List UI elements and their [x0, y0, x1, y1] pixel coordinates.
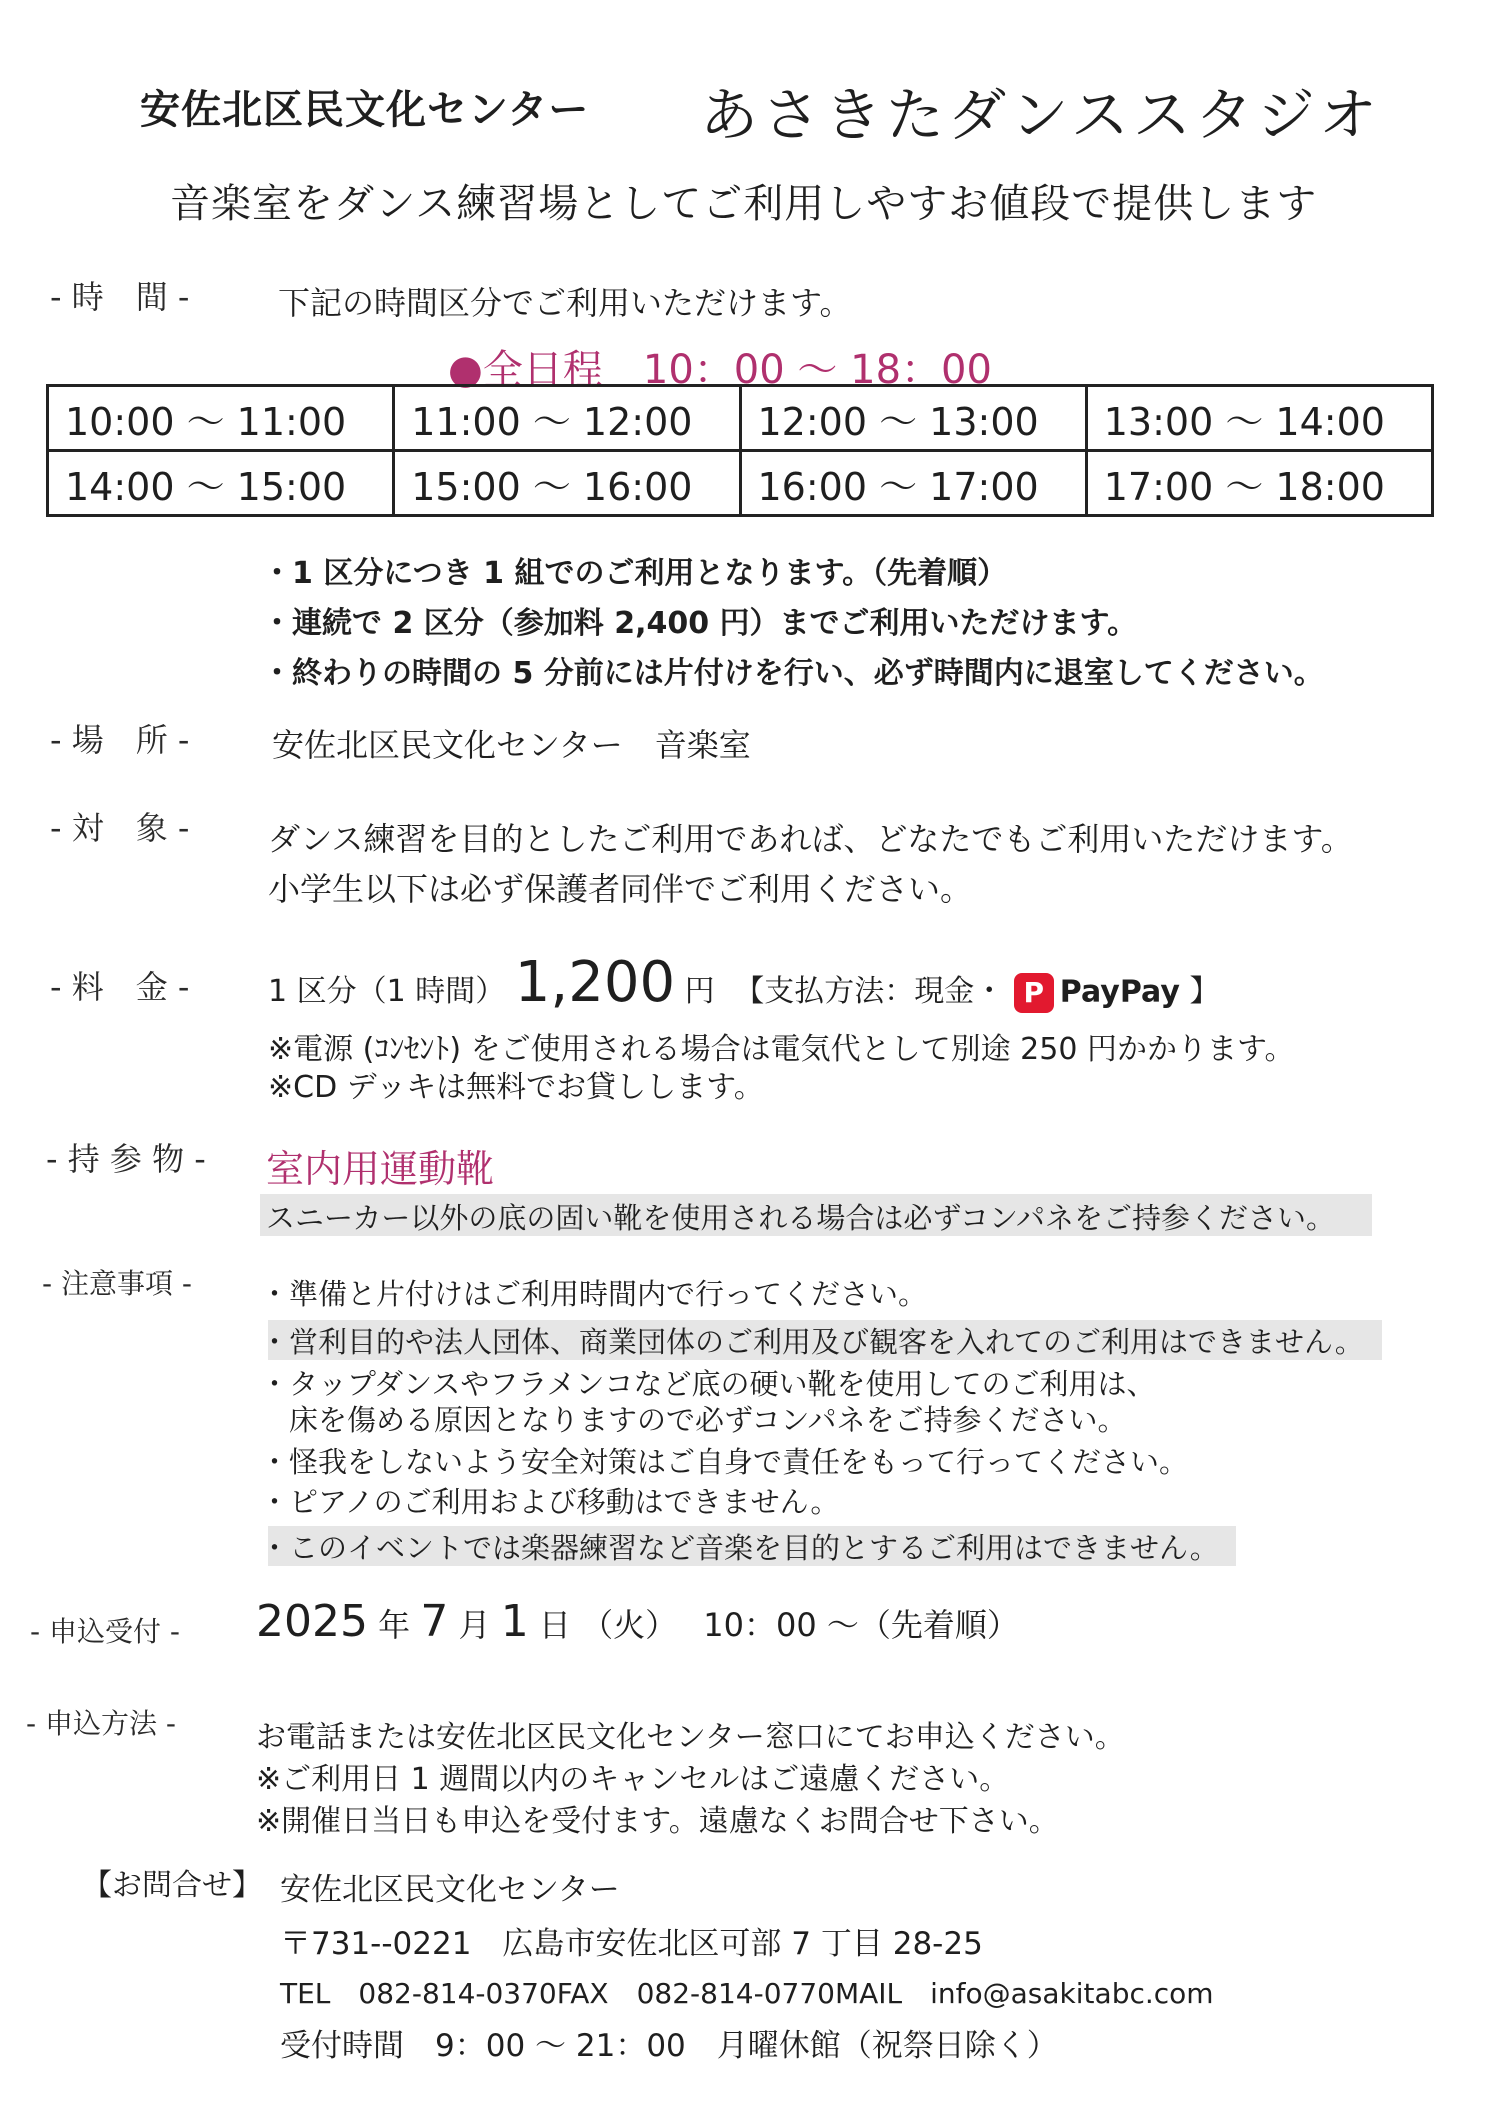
caution-label: - 注意事項 - — [42, 1267, 193, 1300]
studio-title: あさきたダンススタジオ — [700, 81, 1381, 149]
contact-tel-line: TEL 082-814-0370FAX 082-814-0770MAIL info@asakitabc.com — [280, 1977, 1214, 2010]
apply-label: - 申込受付 - — [30, 1615, 181, 1648]
time-slot: 14:00 ～ 15:00 — [48, 451, 394, 516]
target-line: ダンス練習を目的としたご利用であれば、どなたでもご利用いただけます。 — [268, 820, 1353, 858]
caution-item: 床を傷める原因となりますので必ずコンパネをご持参ください。 — [260, 1403, 1127, 1437]
apply-date — [256, 1596, 1019, 1647]
caution-item: ・タップダンスやフラメンコなど底の硬い靴を使用してのご利用は、 — [260, 1367, 1156, 1401]
fee-unit: 1 区分（1 時間） — [268, 974, 506, 1009]
apply-hi: 日 — [538, 1606, 571, 1644]
apply-day: 1 — [500, 1596, 529, 1647]
time-slot: 10:00 ～ 11:00 — [48, 386, 394, 451]
apply-month: 7 — [420, 1596, 449, 1647]
time-slot: 15:00 ～ 16:00 — [394, 451, 740, 516]
fee-label: - 料 金 - — [50, 968, 190, 1006]
bring-note: スニーカー以外の底の固い靴を使用される場合は必ずコンパネをご持参ください。 — [266, 1201, 1335, 1235]
time-label: - 時 間 - — [50, 278, 190, 316]
fee-line — [268, 950, 1219, 1015]
fee-yen: 円 — [684, 974, 715, 1009]
fee-note: ※CD デッキは無料でお貸しします。 — [268, 1070, 764, 1105]
apply-tsuki: 月 — [458, 1606, 491, 1644]
paypay-text: PayPay — [1059, 974, 1180, 1009]
time-slot: 16:00 ～ 17:00 — [740, 451, 1086, 516]
table-row — [48, 386, 1433, 451]
method-line: ※開催日当日も申込を受付ます。遠慮なくお問合せ下さい。 — [256, 1804, 1059, 1839]
center-name-header: 安佐北区民文化センター — [140, 87, 590, 133]
bring-label: - 持 参 物 - — [46, 1140, 206, 1178]
fee-price: 1,200 — [514, 950, 676, 1015]
target-line: 小学生以下は必ず保護者同伴でご利用ください。 — [268, 870, 973, 908]
payment-close: 】 — [1189, 974, 1220, 1009]
caution-item: ・このイベントでは楽器練習など音楽を目的とするご利用はできません。 — [260, 1531, 1219, 1565]
apply-year: 2025 — [256, 1596, 368, 1647]
time-note: ・1 区分につき 1 組でのご利用となります。（先着順） — [262, 556, 1008, 591]
target-label: - 対 象 - — [50, 809, 190, 847]
time-note: ・終わりの時間の 5 分前には片付けを行い、必ず時間内に退室してください。 — [262, 656, 1324, 691]
time-slot: 17:00 ～ 18:00 — [1086, 451, 1432, 516]
contact-address: 〒731--0221 広島市安佐北区可部 7 丁目 28-25 — [280, 1926, 983, 1962]
time-slot-table — [46, 384, 1434, 517]
paypay-mark — [1014, 973, 1180, 1013]
place-label: - 場 所 - — [50, 721, 190, 759]
method-label: - 申込方法 - — [26, 1707, 177, 1740]
time-slot: 13:00 ～ 14:00 — [1086, 386, 1432, 451]
method-line: お電話または安佐北区民文化センター窓口にてお申込ください。 — [256, 1720, 1125, 1755]
time-slot: 12:00 ～ 13:00 — [740, 386, 1086, 451]
apply-nen: 年 — [378, 1606, 411, 1644]
caution-item: ・ピアノのご利用および移動はできません。 — [260, 1485, 840, 1519]
apply-time: 10：00 ～（先着順） — [703, 1606, 1019, 1644]
method-line: ※ご利用日 1 週間以内のキャンセルはご遠慮ください。 — [256, 1762, 1010, 1797]
fee-note: ※電源 (ｺﾝｾﾝﾄ) をご使用される場合は電気代として別途 250 円かかります。 — [268, 1032, 1295, 1067]
paypay-icon: P — [1014, 973, 1054, 1013]
caution-item: ・怪我をしないよう安全対策はご自身で責任をもって行ってください。 — [260, 1445, 1189, 1479]
subtitle: 音楽室をダンス練習場としてご利用しやすお値段で提供します — [170, 181, 1318, 227]
contact-label: 【お問合せ】 — [82, 1868, 262, 1903]
full-day-schedule: ●全日程 10：00 ～ 18：00 — [448, 347, 992, 393]
payment-methods: 【支払方法：現金・ — [734, 974, 1005, 1009]
time-note: ・連続で 2 区分（参加料 2,400 円）までご利用いただけます。 — [262, 606, 1138, 641]
caution-item: ・営利目的や法人団体、商業団体のご利用及び観客を入れてのご利用はできません。 — [260, 1325, 1364, 1359]
time-slot: 11:00 ～ 12:00 — [394, 386, 740, 451]
contact-hours: 受付時間 9：00 ～ 21：00 月曜休館（祝祭日除く） — [280, 2028, 1058, 2064]
caution-item: ・準備と片付けはご利用時間内で行ってください。 — [260, 1277, 928, 1311]
apply-weekday: （火） — [581, 1606, 678, 1644]
time-text: 下記の時間区分でご利用いただけます。 — [278, 284, 852, 322]
contact-name: 安佐北区民文化センター — [280, 1872, 620, 1908]
bring-item: 室内用運動靴 — [266, 1147, 495, 1191]
place-text: 安佐北区民文化センター 音楽室 — [272, 726, 751, 764]
table-row — [48, 451, 1433, 516]
